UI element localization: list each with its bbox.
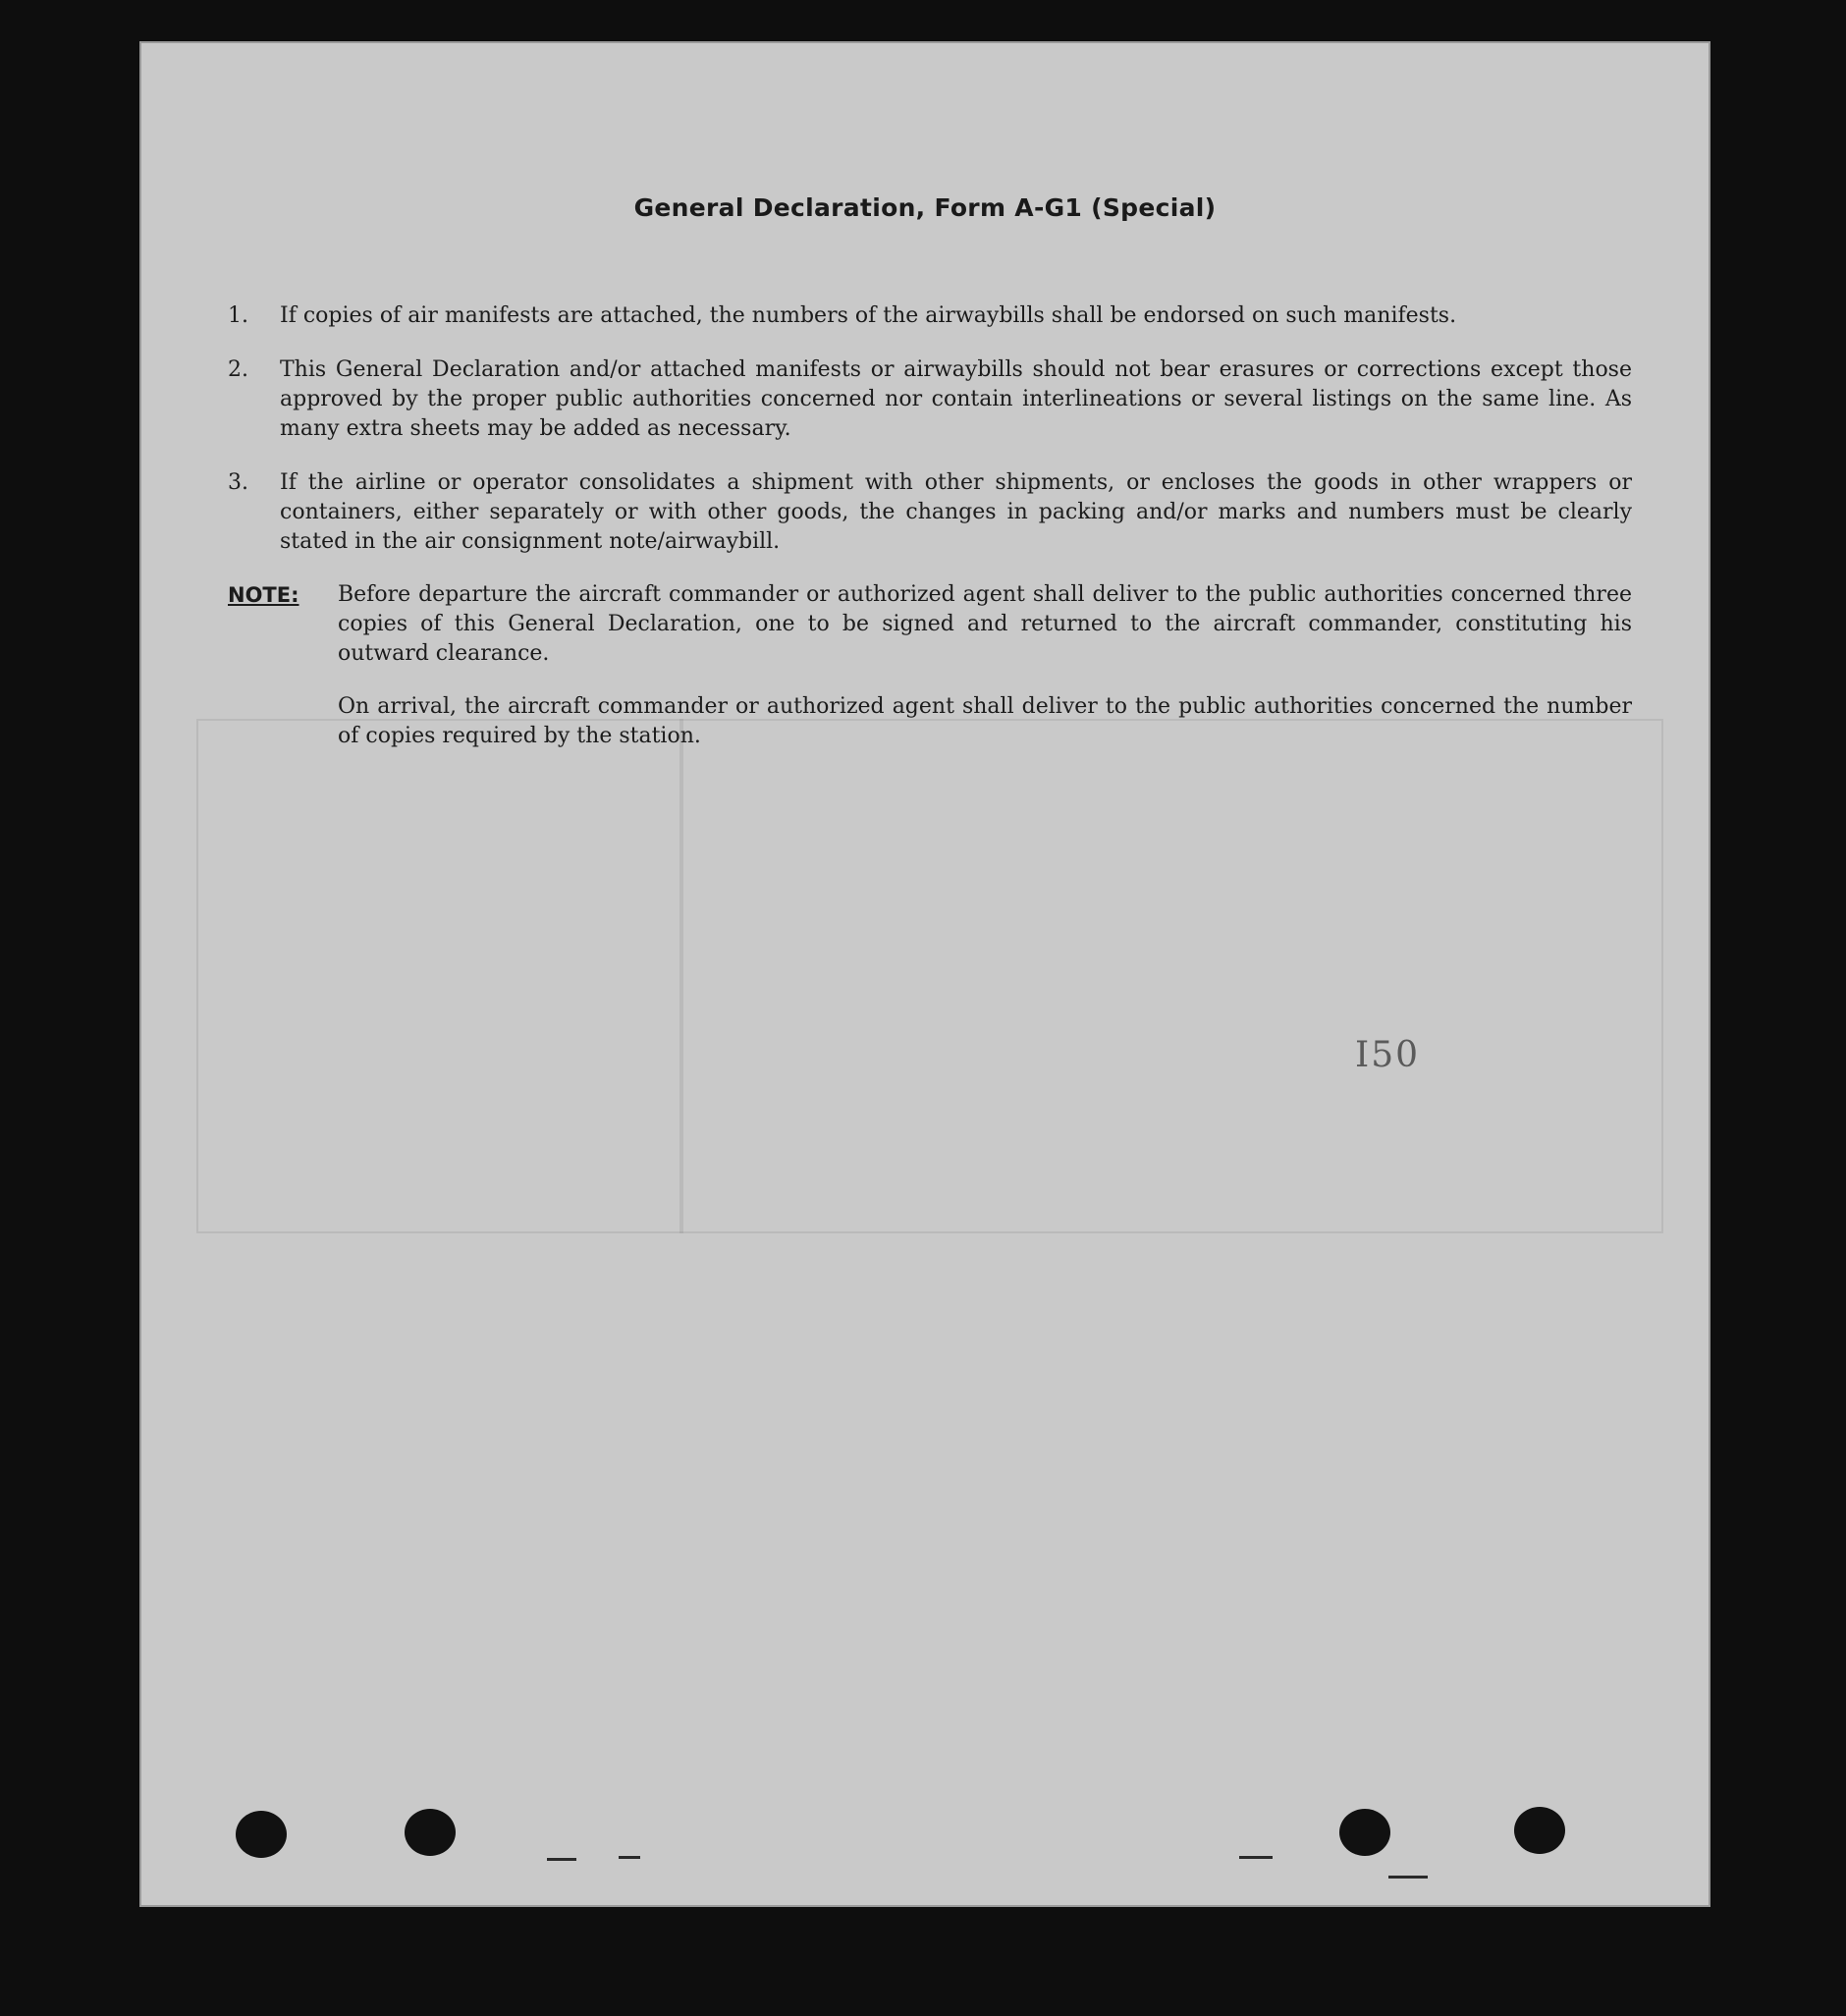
note-block (228, 580, 1632, 669)
scan-mark (619, 1856, 640, 1859)
scan-mark (1388, 1876, 1428, 1879)
punch-hole (1339, 1809, 1390, 1856)
stamp-number: I50 (1355, 1035, 1421, 1075)
page-title: General Declaration, Form A-G1 (Special) (633, 193, 1217, 222)
item-number: 3. (228, 470, 248, 495)
note-arrival-text: On arrival, the aircraft commander or authorized agent shall deliver to the public authorities concerned the number of copies required by the station. (338, 694, 1632, 748)
punch-hole (1514, 1807, 1565, 1854)
instruction-item-3 (228, 468, 1632, 557)
item-text: If copies of air manifests are attached, the numbers of the airwaybills shall be endorsed on such manifests. (280, 303, 1457, 328)
document-page (139, 41, 1710, 1907)
punch-hole (236, 1811, 287, 1858)
instruction-item-1 (228, 301, 1632, 331)
item-number: 2. (228, 357, 248, 382)
instruction-item-2 (228, 355, 1632, 444)
punch-hole (405, 1809, 456, 1856)
item-text: If the airline or operator consolidates a shipment with other shipments, or encloses the goods in other wrappers or containers, either separately or with other goods, the changes in packing and/or marks and numbers must be clearly stated in the air consignment note/airwaybill. (280, 470, 1632, 554)
item-number: 1. (228, 303, 248, 328)
note-label: NOTE: (228, 583, 299, 607)
bleed-through-divider (679, 719, 683, 1233)
scan-mark (1239, 1856, 1273, 1859)
bleed-through-box (196, 719, 1663, 1233)
note-text: Before departure the aircraft commander or authorized agent shall deliver to the public authorities concerned three copies of this General Declaration, one to be signed and returned to the aircraft commander, constituting his outward clearance. (338, 582, 1632, 666)
item-text: This General Declaration and/or attached manifests or airwaybills should not bear erasures or corrections except those approved by the proper public authorities concerned nor contain interlineations or several listings on the same line. As many extra sheets may be added as necessary. (280, 357, 1632, 441)
scan-mark (547, 1858, 576, 1861)
